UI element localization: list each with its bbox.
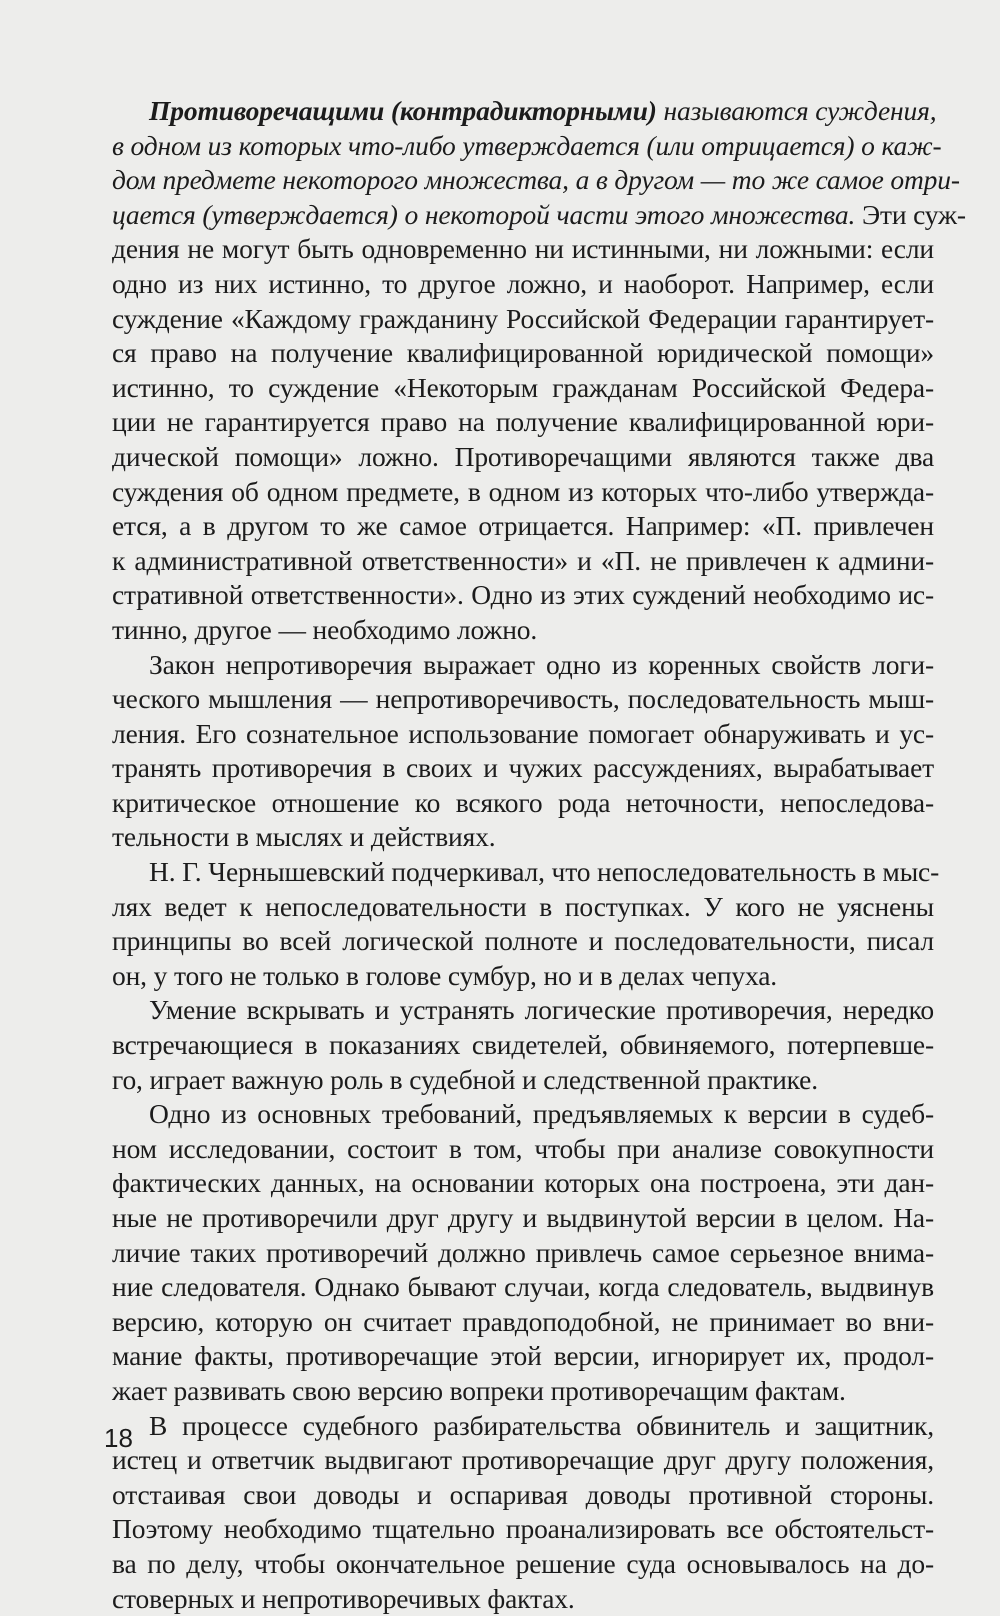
text-segment: стративной ответственности». Одно из этих суждений необходимо ис-: [112, 579, 934, 611]
text-line: [112, 336, 934, 371]
text-line: [112, 717, 934, 752]
text-segment: суждения об одном предмете, в одном из которых что-либо утвержда-: [112, 475, 934, 507]
text-line: [112, 475, 934, 510]
text-segment: отстаивая свои доводы и оспаривая доводы противной стороны.: [112, 1478, 934, 1510]
text-line: [112, 613, 934, 648]
text-line: [112, 578, 934, 613]
text-line: [112, 648, 934, 683]
text-segment: Закон непротиворечия выражает одно из коренных свойств логи-: [149, 648, 934, 680]
text-line: [112, 1236, 934, 1271]
text-line: [112, 890, 934, 925]
text-segment: истинно, то суждение «Некоторым гражданам Российской Федера-: [112, 371, 934, 403]
text-segment: лях ведет к непоследовательности в поступках. У кого не уяснены: [112, 890, 934, 922]
text-segment: ческого мышления — непротиворечивость, последовательность мыш-: [112, 683, 934, 715]
paragraph: [112, 648, 934, 856]
text-line: [112, 1374, 934, 1409]
text-segment: го, играет важную роль в судебной и следственной практике.: [112, 1063, 818, 1095]
text-segment: суждение «Каждому гражданину Российской Федерации гарантирует-: [112, 302, 934, 334]
paragraph: [112, 1097, 934, 1408]
text-line: [112, 1443, 934, 1478]
text-line: [112, 1409, 934, 1444]
italic-text: цается (утверждается) о некоторой части этого множества.: [112, 198, 856, 230]
text-segment: он, у того не только в голове сумбур, но и в делах чепуха.: [112, 959, 778, 991]
text-segment: к административной ответственности» и «П. не привлечен к админи-: [112, 544, 934, 576]
text-segment: жает развивать свою версию вопреки противоречащим фактам.: [112, 1374, 846, 1406]
text-line: [112, 94, 937, 129]
text-segment: ные не противоречили друг другу и выдвинутой версии в целом. На-: [112, 1202, 934, 1233]
text-line: [112, 1201, 934, 1236]
text-segment: Поэтому необходимо тщательно проанализировать все обстоятельст-: [112, 1513, 934, 1545]
text-segment: тинно, другое — необходимо ложно.: [112, 613, 538, 645]
italic-text: в одном из которых что-либо утверждается (или отрицается) о каж-: [112, 129, 942, 161]
body-text: [112, 94, 966, 1616]
italic-text: называются суждения,: [656, 95, 937, 126]
paragraph: [112, 855, 940, 993]
text-line: [112, 302, 934, 337]
text-line: [112, 544, 934, 579]
text-segment: ва по делу, чтобы окончательное решение суда основывалось на до-: [112, 1547, 934, 1579]
text-line: [112, 1512, 934, 1547]
text-segment: Н. Г. Чернышевский подчеркивал, что непоследовательность в мыс-: [149, 856, 940, 888]
text-segment: ся право на получение квалифицированной юридической помощи»: [112, 337, 934, 369]
text-segment: принципы во всей логической полноте и последовательности, писал: [112, 925, 934, 957]
text-line: [112, 1305, 934, 1340]
text-line: [112, 1063, 934, 1098]
paragraph: [112, 94, 966, 648]
text-segment: В процессе судебного разбирательства обвинитель и защитник,: [149, 1409, 934, 1441]
text-segment: транять противоречия в своих и чужих рассуждениях, вырабатывает: [112, 752, 934, 784]
text-segment: дической помощи» ложно. Противоречащими являются также два: [112, 440, 934, 472]
text-line: [112, 509, 934, 544]
text-segment: Эти суж-: [855, 198, 966, 230]
text-segment: Умение вскрывать и устранять логические противоречия, нередко: [149, 994, 934, 1026]
text-line: [112, 232, 934, 267]
text-segment: Одно из основных требований, предъявляемых к версии в судеб-: [149, 1098, 934, 1130]
text-line: [112, 440, 934, 475]
text-line: [112, 751, 934, 786]
text-segment: ления. Его сознательное использование помогает обнаруживать и ус-: [112, 717, 934, 749]
page-number: 18: [104, 1423, 133, 1453]
text-segment: критическое отношение ко всякого рода неточности, непоследова-: [112, 786, 934, 818]
italic-text: дом предмете некоторого множества, а в другом — то же самое отри-: [112, 164, 960, 196]
text-line: [112, 993, 934, 1028]
text-line: [112, 959, 934, 994]
text-segment: мание факты, противоречащие этой версии, игнорирует их, продол-: [112, 1340, 934, 1372]
text-line: [112, 163, 960, 198]
text-line: [112, 267, 934, 302]
text-line: [112, 855, 940, 890]
text-segment: тельности в мыслях и действиях.: [112, 821, 496, 853]
text-line: [112, 1478, 934, 1513]
text-segment: стоверных и непротиворечивых фактах.: [112, 1582, 575, 1614]
text-line: [112, 1132, 934, 1167]
text-line: [112, 682, 934, 717]
text-segment: ном исследовании, состоит в том, чтобы при анализе совокупности: [112, 1132, 934, 1164]
text-line: [112, 1339, 934, 1374]
text-line: [112, 786, 934, 821]
term-emphasis: Противоречащими (контрадикторными): [149, 95, 657, 126]
paragraph: [112, 1409, 934, 1616]
text-line: [112, 405, 934, 440]
text-segment: истец и ответчик выдвигают противоречащие друг другу положения,: [112, 1444, 934, 1476]
text-line: [112, 1166, 934, 1201]
text-segment: встречающиеся в показаниях свидетелей, обвиняемого, потерпевше-: [112, 1029, 934, 1061]
text-line: [112, 1582, 934, 1616]
text-line: [112, 1028, 934, 1063]
text-segment: ции не гарантируется право на получение квалифицированной юри-: [112, 406, 934, 438]
text-line: [112, 1270, 934, 1305]
text-segment: ется, а в другом то же самое отрицается. Например: «П. привлечен: [112, 510, 934, 542]
text-line: [112, 371, 934, 406]
text-segment: личие таких противоречий должно привлечь самое серьезное внима-: [112, 1236, 934, 1268]
text-segment: одно из них истинно, то другое ложно, и наоборот. Например, если: [112, 267, 934, 299]
text-line: [112, 924, 934, 959]
text-segment: версию, которую он считает правдоподобной, не принимает во вни-: [112, 1305, 934, 1337]
text-line: [112, 1097, 934, 1132]
text-line: [112, 198, 966, 233]
text-segment: фактических данных, на основании которых она построена, эти дан-: [112, 1167, 934, 1199]
text-line: [112, 820, 934, 855]
text-segment: дения не могут быть одновременно ни истинными, ни ложными: если: [112, 233, 934, 265]
text-line: [112, 1547, 934, 1582]
text-line: [112, 129, 942, 164]
text-segment: ние следователя. Однако бывают случаи, когда следователь, выдвинув: [112, 1271, 934, 1303]
paragraph: [112, 993, 934, 1097]
